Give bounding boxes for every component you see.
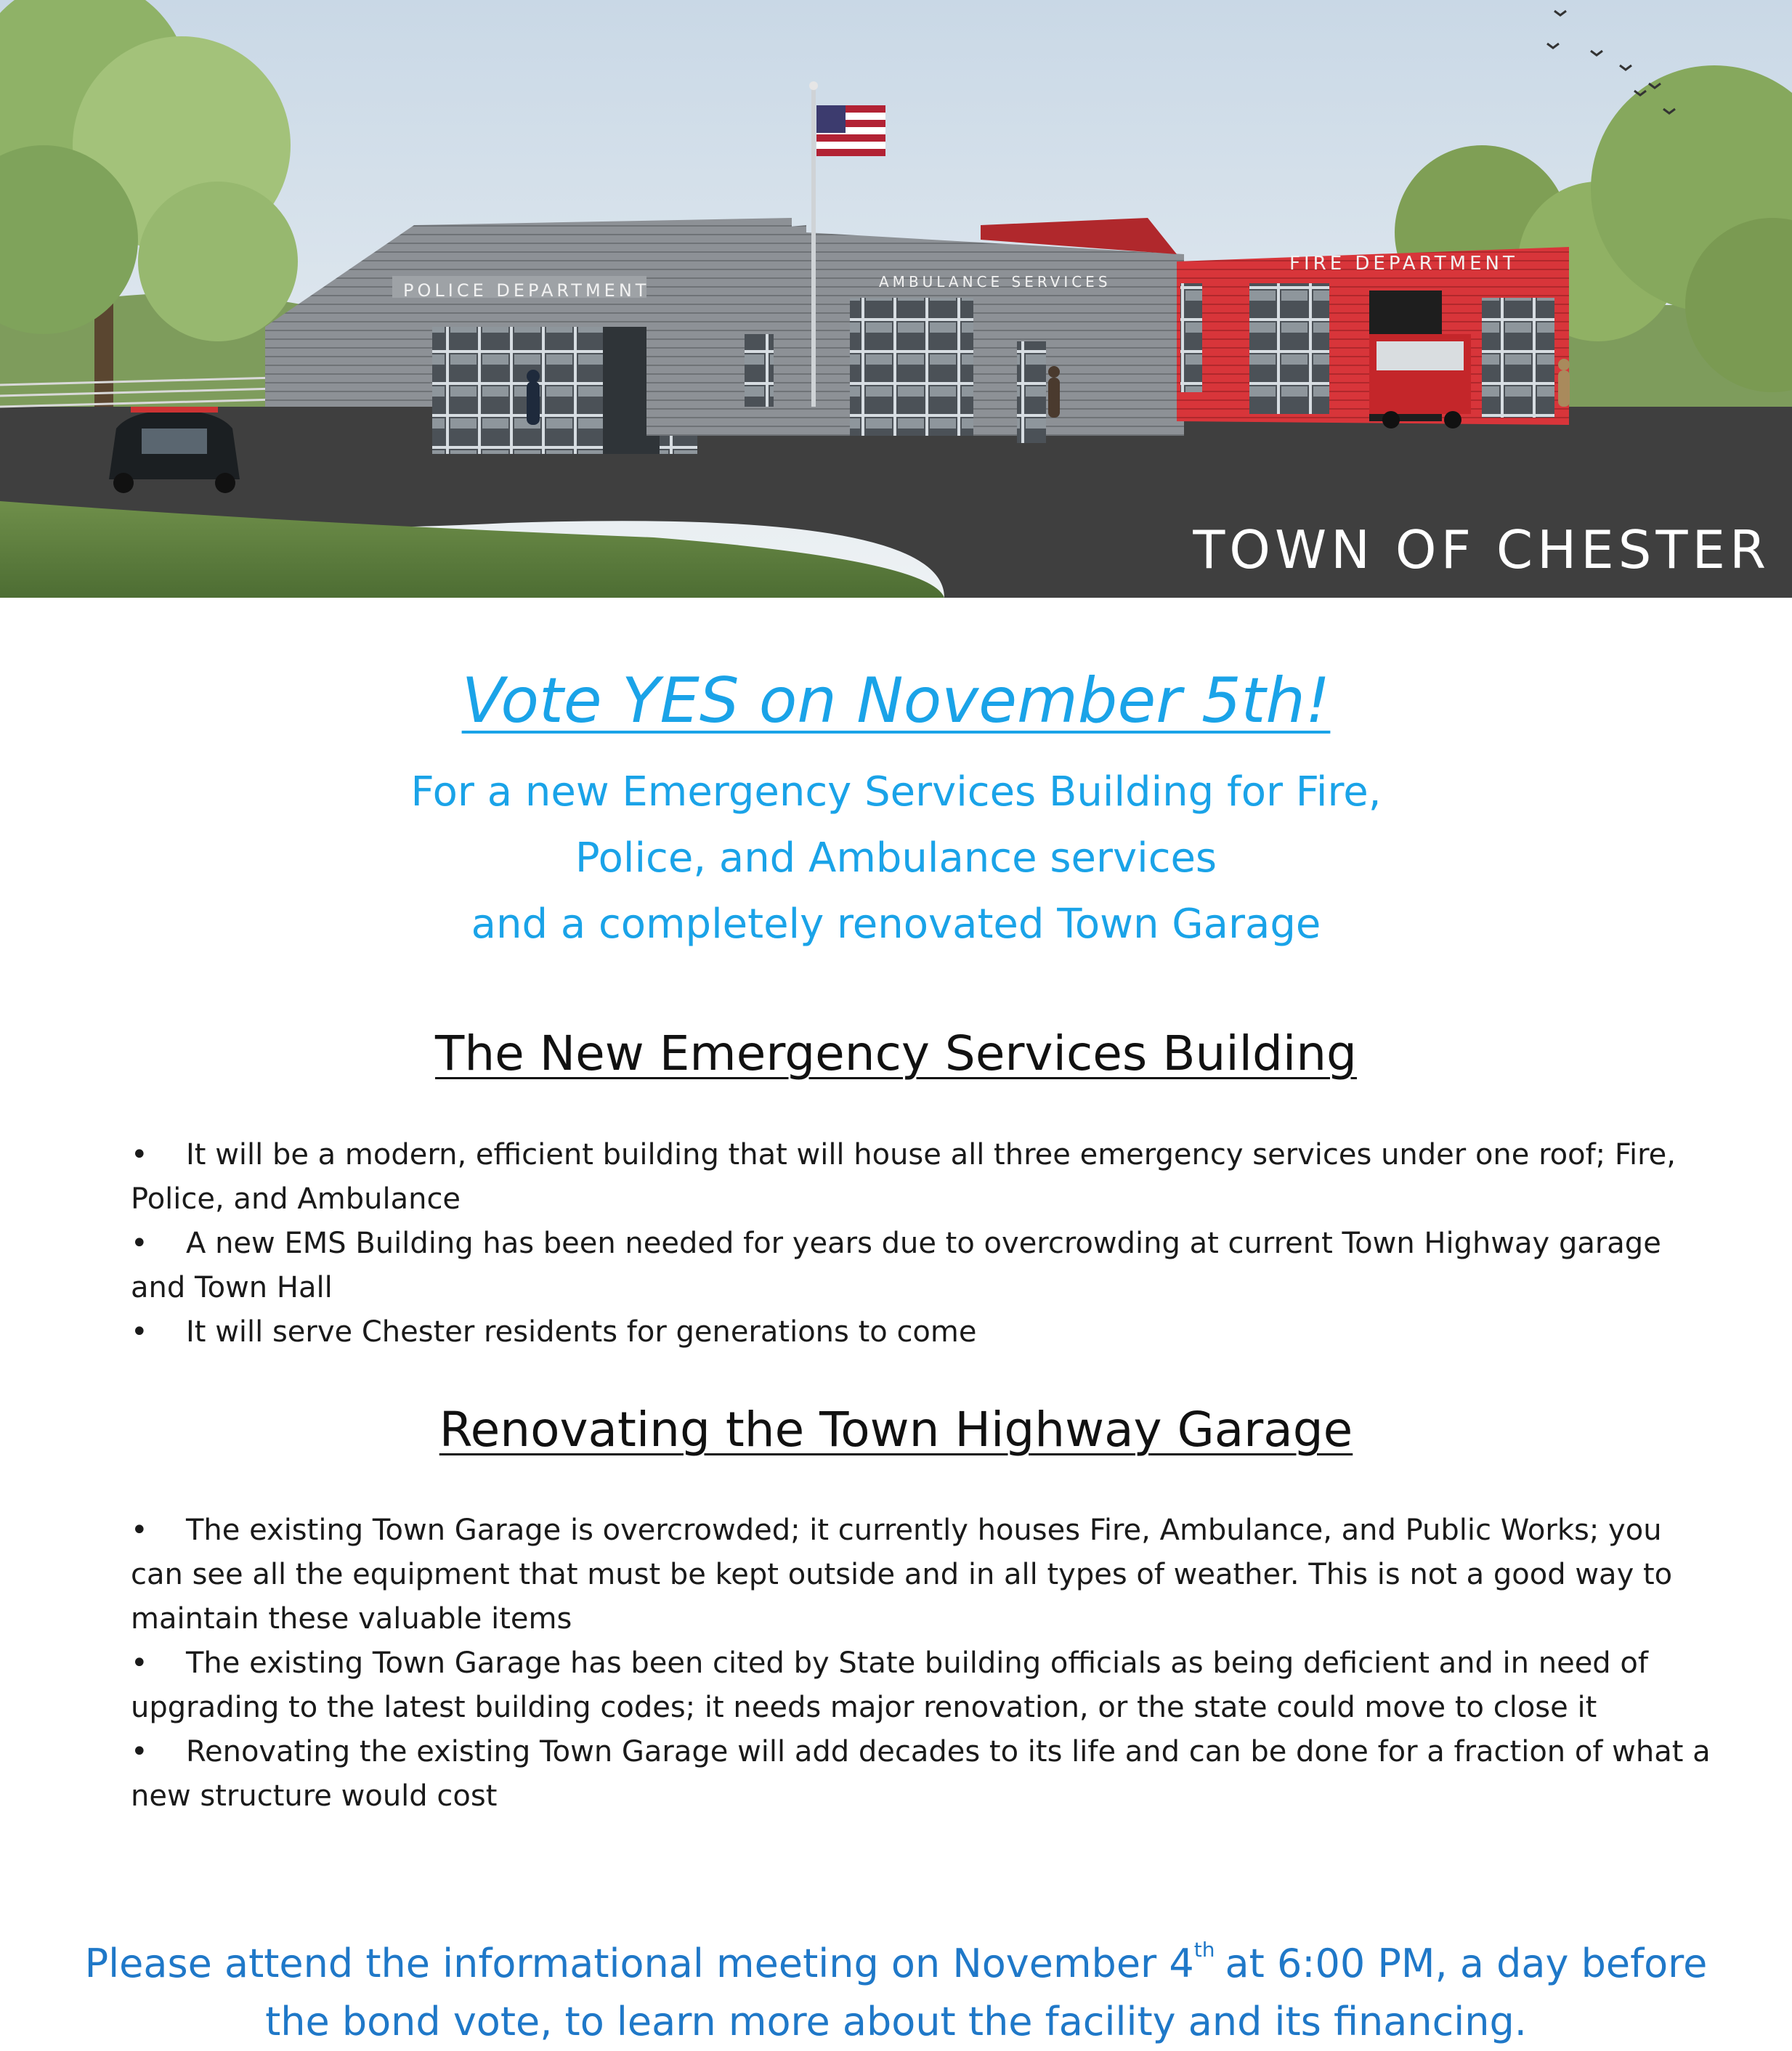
section-title-highway-garage: Renovating the Town Highway Garage	[439, 1402, 1353, 1458]
bullet-text: Renovating the existing Town Garage will add decades to its life and can be done for a fraction of what a new structure would cost	[131, 1735, 1711, 1813]
bullet-list-highway-garage	[131, 1508, 1714, 1819]
meeting-time-text: at 6:00 PM, a day before	[1225, 1941, 1708, 1986]
bullet-icon: •	[131, 1646, 148, 1680]
subhead-line: and a completely renovated Town Garage	[471, 901, 1321, 948]
hero-rendering	[0, 0, 1792, 598]
list-item	[131, 1310, 1714, 1355]
list-item	[131, 1508, 1714, 1641]
bullet-text: The existing Town Garage has been cited by State building officials as being deficient and in need of upgrading to the latest building codes; it needs major renovation, or the state could move to close it	[131, 1646, 1648, 1724]
bullet-text: The existing Town Garage is overcrowded; it currently houses Fire, Ambulance, and Public Works; you can see all the equipment that must be kept outside and in all types of weather. This is not a good way to maintain these valuable items	[131, 1514, 1673, 1636]
subhead-line: For a new Emergency Services Building for Fire,	[410, 768, 1382, 816]
subheadline	[0, 759, 1792, 957]
bullet-icon: •	[131, 1227, 148, 1260]
list-item	[131, 1641, 1714, 1730]
bullet-icon: •	[131, 1514, 148, 1547]
bullet-icon: •	[131, 1735, 148, 1768]
bullet-text: A new EMS Building has been needed for years due to overcrowding at current Town Highway garage and Town Hall	[131, 1227, 1661, 1304]
bullet-text: It will be a modern, efficient building that will house all three emergency services under one roof; Fire, Police, and Ambulance	[131, 1138, 1676, 1216]
meeting-notice-line2: the bond vote, to learn more about the facility and its financing.	[265, 1999, 1527, 2044]
bullet-text: It will serve Chester residents for generations to come	[186, 1315, 977, 1349]
meeting-notice-line1	[44, 1921, 1748, 1993]
bullet-list-ems-building	[131, 1133, 1714, 1355]
subhead-line: Police, and Ambulance services	[575, 834, 1217, 882]
list-item	[131, 1133, 1714, 1222]
sign-ambulance: AMBULANCE SERVICES	[879, 273, 1111, 291]
ordinal-suffix: th	[1193, 1938, 1215, 1962]
list-item	[131, 1730, 1714, 1819]
bullet-icon: •	[131, 1138, 148, 1171]
town-name-caption: TOWN OF CHESTER	[1193, 519, 1770, 580]
section-title-ems-building: The New Emergency Services Building	[435, 1026, 1357, 1081]
bullet-icon: •	[131, 1315, 148, 1349]
sign-police: POLICE DEPARTMENT	[403, 280, 650, 301]
list-item	[131, 1222, 1714, 1310]
meeting-notice	[44, 1921, 1748, 2051]
sign-fire: FIRE DEPARTMENT	[1289, 253, 1518, 275]
vote-headline: Vote YES on November 5th!	[461, 665, 1331, 737]
meeting-text: Please attend the informational meeting on November 4	[84, 1941, 1194, 1986]
building-illustration	[0, 0, 1792, 598]
